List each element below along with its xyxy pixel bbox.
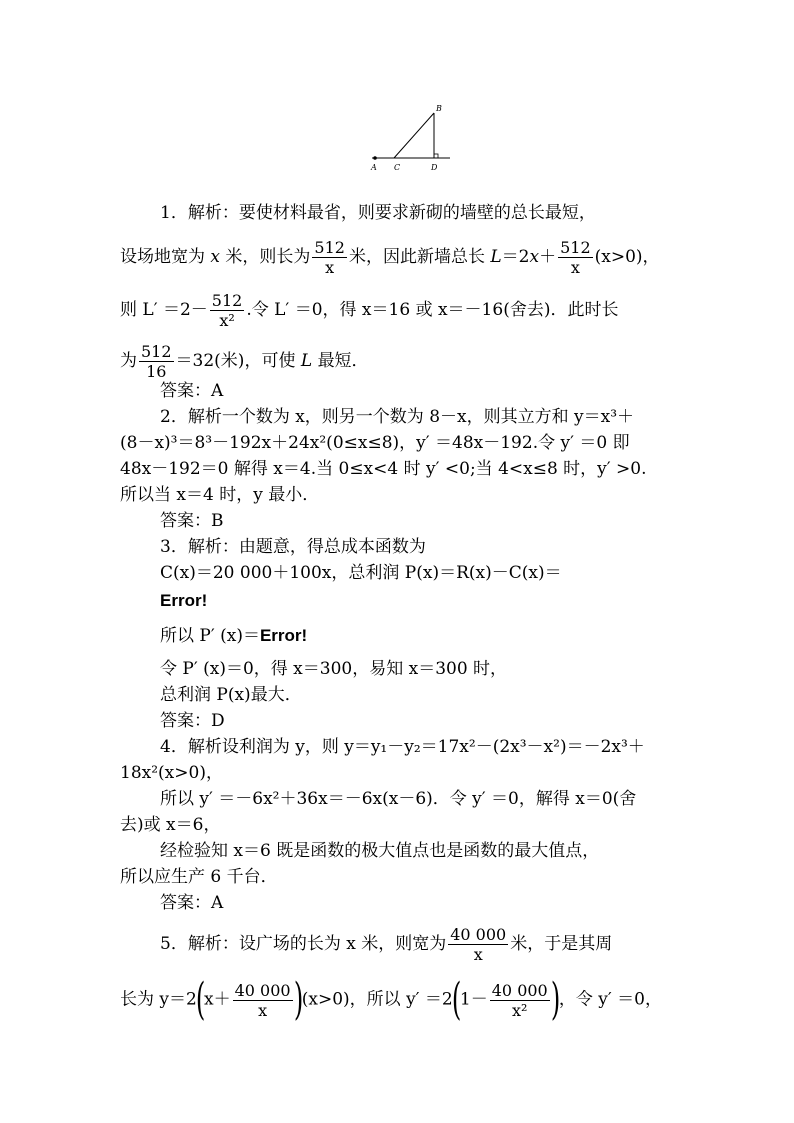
p4-line-5: 经检验知 x＝6 既是函数的极大值点也是函数的最大值点， — [160, 841, 600, 861]
p1-line-2: 设场地宽为 x 米，则长为 $\frac{512}{x}$ 米，因此新墙总长 L＝2x＋ $\frac{512}{x}$ (x>0)， — [120, 238, 660, 277]
p1-line-4: 为 $\frac{512}{16}$ ＝32(米)，可使 L 最短． — [120, 342, 369, 381]
label-c: C — [394, 163, 401, 172]
p5-line-2: 长为 y＝2(x＋ $\frac{40 000}{x}$ )(x>0)，所以 y′ ＝2(1－ $\frac{40 000}{\text{x²}}$ )，令 y′ ＝0， — [120, 974, 662, 1025]
p2-answer: 答案：B — [160, 511, 224, 531]
p5-line-1: 5．解析：设广场的长为 x 米，则宽为 $\frac{40 000}{x}$ 米，于是其周 — [160, 925, 613, 964]
p2-line-3: 48x－192＝0 解得 x＝4.当 0≤x<4 时 y′ <0;当 4<x≤8 时，y′ >0. — [120, 459, 647, 479]
p4-line-4: 去)或 x＝6， — [120, 815, 221, 835]
fraction-512-over-x: $\frac{512}{x}$ — [314, 238, 345, 277]
p2-line-4: 所以当 x＝4 时，y 最小． — [120, 485, 320, 505]
right-angle-mark — [434, 154, 438, 158]
hypotenuse — [394, 113, 434, 158]
fraction-512-over-x-squared: $\frac{512}{\text{x²}}$ — [211, 291, 243, 330]
p4-answer: 答案：A — [160, 893, 224, 913]
p4-line-1: 4．解析设利润为 y，则 y＝y₁－y₂＝17x²－(2x³－x²)＝－2x³＋ — [160, 737, 645, 757]
fraction-512-over-16: $\frac{512}{16}$ — [141, 342, 172, 381]
label-b: B — [436, 104, 442, 113]
p1-line-1: 1．解析：要使材料最省，则要求新砌的墙壁的总长最短， — [160, 203, 596, 223]
fraction-40000-over-x-squared: $\frac{40 000}{\text{x²}}$ — [491, 980, 548, 1020]
p1-line-3: 则 L′ ＝2－ $\frac{512}{\text{x²}}$ .令 L′ ＝0，得 x＝16 或 x＝－16(舍去)．此时长 — [120, 291, 619, 330]
p4-line-3: 所以 y′ ＝－6x²＋36x＝－6x(x－6)．令 y′ ＝0，解得 x＝0(舍 — [160, 789, 637, 809]
p4-line-2: 18x²(x>0)， — [120, 763, 223, 783]
p2-line-1: 2．解析一个数为 x，则另一个数为 8－x，则其立方和 y＝x³＋ — [160, 407, 635, 427]
label-d: D — [431, 163, 438, 172]
p3-line-5: 总利润 P(x)最大． — [160, 685, 302, 705]
fraction-512-over-x-2: $\frac{512}{x}$ — [560, 238, 591, 277]
p3-line-3: 所以 P′ (x)＝Error! — [160, 626, 308, 646]
fraction-40000-over-x-b: $\frac{40 000}{x}$ — [234, 980, 291, 1020]
p4-line-6: 所以应生产 6 千台． — [120, 867, 278, 887]
p2-line-2: (8－x)³＝8³－192x＋24x²(0≤x≤8)，y′ ＝48x－192.令 y′ ＝0 即 — [120, 433, 630, 453]
label-a: A — [371, 163, 377, 172]
point-a — [373, 156, 377, 160]
p3-line-4: 令 P′ (x)＝0，得 x＝300，易知 x＝300 时， — [160, 659, 508, 679]
p1-answer: 答案：A — [160, 381, 224, 401]
p3-line-1: 3．解析：由题意，得总成本函数为 — [160, 537, 426, 557]
p3-error-1: Error! — [160, 591, 208, 610]
p3-answer: 答案：D — [160, 711, 225, 731]
triangle-figure — [368, 102, 468, 174]
fraction-40000-over-x: $\frac{40 000}{x}$ — [450, 925, 507, 964]
p3-line-2: C(x)＝20 000＋100x，总利润 P(x)＝R(x)－C(x)＝ — [160, 563, 562, 583]
